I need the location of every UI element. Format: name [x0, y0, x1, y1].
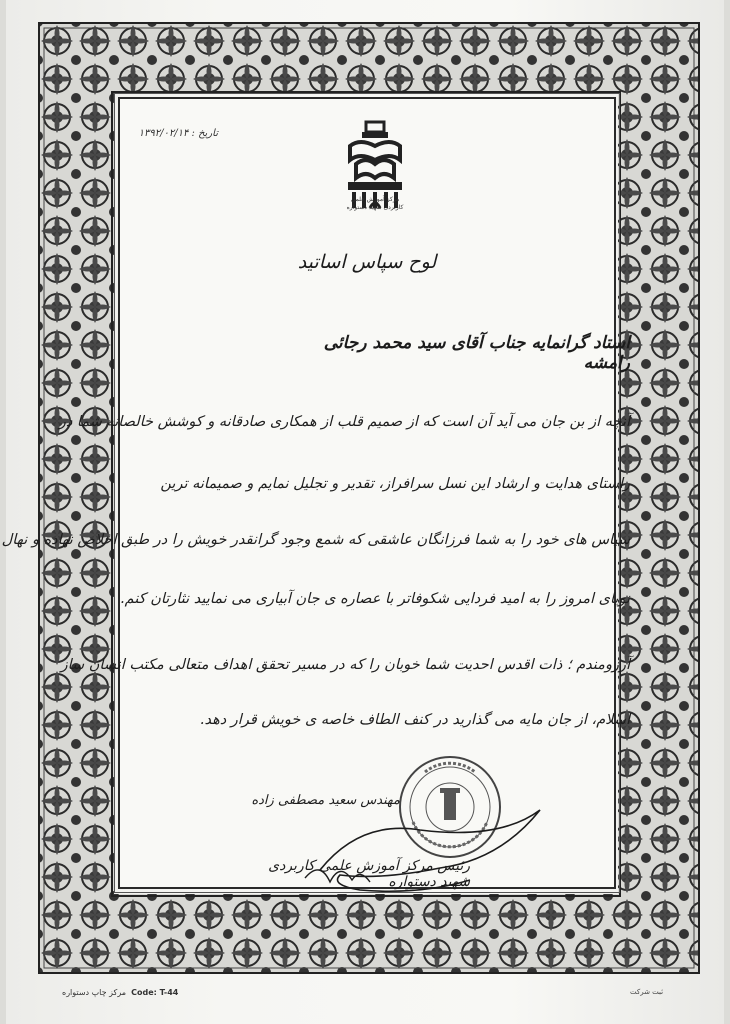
issue-date: تاریخ : ۱۳۹۲/۰۲/۱۴ [138, 128, 218, 139]
recipient-line: استاد گرانمایه جناب آقای سید محمد رجائی رامشه [323, 333, 630, 373]
certificate-title: لوح سپاس اساتید [297, 251, 437, 273]
body-line: سپاس های خود را به شما فرزانگان عاشقی که شمع وجود گرانقدر خویش را در طبق اخلاص نهاده و نهال [1, 532, 630, 548]
logo-caption: مرکز آموزش علمی کاربردی شهید دستواره [346, 196, 404, 211]
form-code: Code: T-44 [131, 988, 179, 997]
body-line: آنچه از بن جان می آید آن است که از صمیم قلب از همکاری صادقانه و کوشش خالصانه شما در [58, 414, 630, 430]
registry-mark: ثبت شرکت [630, 988, 664, 996]
body-line: اسلام، از جان مایه می گذارید در کنف الطاف خاصه ی خویش قرار دهد. [199, 712, 630, 728]
body-line: آرزومندم ؛ ذات اقدس احدیت شما خوبان را که در مسیر تحقق اهداف متعالی مکتب انسان ساز [60, 657, 630, 673]
printer-label: مرکز چاپ دستواره [62, 988, 127, 997]
print-code [62, 988, 178, 997]
signer-role: رئیس مرکز آموزش علمی کاربردی شهید دستواره [268, 858, 470, 890]
body-line: راستای هدایت و ارشاد این نسل سرافراز، تقدیر و تجلیل نمایم و صمیمانه ترین [160, 476, 630, 492]
body-line: نوپای امروز را به امید فردایی شکوفاتر با عصاره ی جان آبیاری می نمایید نثارتان کنم. [120, 591, 630, 607]
signer-name: مهندس سعید مصطفی زاده [251, 793, 400, 808]
